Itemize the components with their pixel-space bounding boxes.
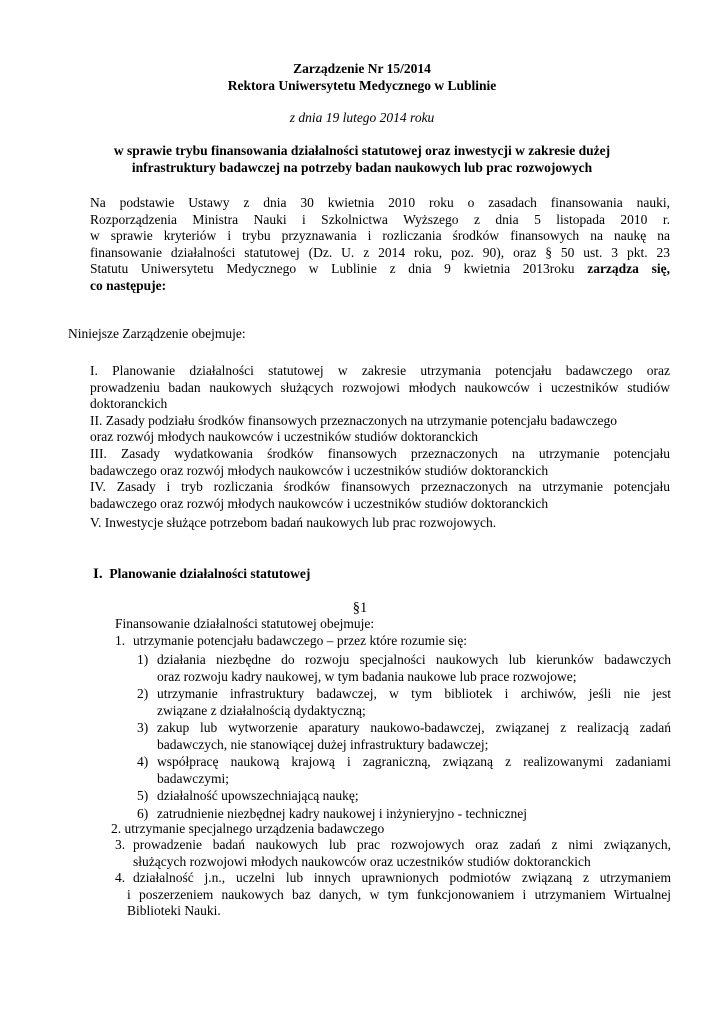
list-line: prowadzenie badań naukowych lub prac rozwojowych oraz zadań z nimi związanych, — [133, 837, 671, 852]
list-line: służących rozwojowi młodych naukowców oraz uczestników studiów doktoranckich — [133, 853, 591, 869]
list-number: 4. — [115, 870, 126, 885]
preamble-line: finansowanie działalności statutowej (Dz. U. z 2014 roku, poz. 90), oraz § 50 ust. 3 pkt. 23 — [90, 244, 670, 260]
list-line: działalność j.n., uczelni lub innych uprawnionych podmiotów związaną z utrzymaniem — [133, 870, 671, 885]
preamble-line-text: Statutu Uniwersytetu Medycznego w Lublinie z dnia 9 kwietnia 2013roku — [90, 261, 588, 277]
decree-issuer: Rektora Uniwersytetu Medycznego w Lublinie — [227, 77, 497, 93]
scope-item-line: III. Zasady wydatkowania środków finansowych przeznaczonych na utrzymanie potencjału — [90, 445, 670, 461]
scope-item-line: prowadzeniu badan naukowych służących rozwojowi młodych naukowców i uczestników studiów — [90, 379, 670, 395]
sublist-item — [137, 720, 671, 753]
list-line: i poszerzeniem naukowych baz danych, w tym funkcjonowaniem i utrzymaniem Wirtualnej — [127, 886, 671, 902]
list-line: Biblioteki Nauki. — [127, 903, 221, 919]
preamble-line — [90, 261, 670, 278]
sublist-line: współpracę naukową krajową i zagraniczną, związaną z realizowanymi zadaniami — [157, 754, 671, 769]
sublist-line: badawczymi; — [157, 770, 229, 786]
sublist-item — [137, 686, 671, 719]
sublist-number: 1) — [137, 652, 149, 667]
sublist-line: zatrudnienie niezbędnej kadry naukowej i inżynieryjno - technicznej — [157, 806, 527, 821]
decree-date: z dnia 19 lutego 2014 roku — [289, 110, 435, 125]
sublist-line: działania niezbędne do rozwoju specjalności naukowych lub kierunków badawczych — [157, 652, 671, 667]
sublist-line: związane z działalnością dydaktyczną; — [157, 702, 366, 718]
scope-item-line: IV. Zasady i tryb rozliczania środków finansowych przeznaczonych na utrzymanie potencjału — [90, 479, 670, 495]
scope-item-line: oraz rozwój młodych naukowców i uczestników studiów doktoranckich — [90, 429, 479, 445]
scope-item-line: doktoranckich — [90, 396, 168, 412]
sublist-item — [137, 788, 671, 805]
scope-item-line: I. Planowanie działalności statutowej w zakresie utrzymania potencjału badawczego oraz — [90, 363, 670, 378]
sublist-number: 2) — [137, 686, 149, 701]
subject-line-2: infrastruktury badawczej na potrzeby badan naukowych lub prac rozwojowych — [131, 159, 593, 175]
sublist — [137, 652, 671, 823]
sublist-line: zakup lub wytworzenie aparatury naukowo-badawczej, związanej z realizacją zadań — [157, 720, 671, 735]
decree-formula: zarządza się, — [587, 261, 670, 277]
section-title: Planowanie działalności statutowej — [109, 566, 311, 581]
sublist-line: badawczych, nie stanowiącej dużej infrastruktury badawczej; — [157, 736, 489, 752]
list-item-2: 2. utrzymanie specjalnego urządzenia badawczego — [111, 821, 385, 836]
sublist-number: 3) — [137, 720, 149, 735]
sublist-line: oraz rozwoju kadry naukowej, w tym badania naukowe lub prace rozwojowe; — [157, 668, 577, 684]
paragraph-mark: §1 — [352, 600, 368, 616]
scope-item-line: V. Inwestycje służące potrzebom badań naukowych lub prac rozwojowych. — [90, 515, 497, 531]
list-item-3 — [115, 837, 671, 870]
sublist-number: 4) — [137, 754, 149, 769]
scope-item-line: II. Zasady podziału środków finansowych przeznaczonych na utrzymanie potencjału badawczego — [90, 412, 618, 428]
decree-subject — [0, 143, 724, 176]
list-number: 1. — [115, 633, 126, 648]
sublist-item — [137, 652, 671, 685]
decree-title: Zarządzenie Nr 15/2014 — [293, 61, 431, 76]
scope-item-line: badawczego oraz rozwój młodych naukowców i uczestników studiów doktoranckich — [90, 495, 549, 511]
scope-intro: Niniejsze Zarządzenie obejmuje: — [68, 326, 246, 341]
sublist-line: utrzymanie infrastruktury badawczej, w tym bibliotek i archiwów, jeśli nie jest — [157, 686, 671, 701]
sublist-item — [137, 754, 671, 787]
preamble-line: Rozporządzenia Ministra Nauki i Szkolnictwa Wyższego z dnia 5 listopada 2010 r. — [90, 211, 670, 227]
sublist-number: 6) — [137, 806, 149, 821]
section-heading — [93, 566, 310, 583]
subject-line-1: w sprawie trybu finansowania działalności statutowej oraz inwestycji w zakresie dużej — [113, 143, 611, 158]
list-text: utrzymanie potencjału badawczego – przez które rozumie się: — [133, 633, 467, 648]
scope-item-line: badawczego oraz rozwój młodych naukowców i uczestników studiów doktoranckich — [90, 462, 549, 478]
preamble — [90, 195, 670, 295]
preamble-line: w sprawie kryteriów i trybu przyznawania i rozliczania środków finansowych na naukę na — [90, 228, 670, 244]
sublist-line: działalność upowszechniającą naukę; — [157, 788, 359, 803]
decree-formula-cont: co następuje: — [90, 277, 167, 293]
sublist-number: 5) — [137, 788, 149, 803]
list-item-4 — [115, 870, 671, 920]
scope-list — [90, 363, 670, 532]
list-item-1 — [115, 633, 675, 650]
list-number: 3. — [115, 837, 126, 852]
preamble-line: Na podstawie Ustawy z dnia 30 kwietnia 2010 roku o zasadach finansowania nauki, — [90, 195, 670, 210]
section-numeral: I. — [93, 566, 103, 582]
section-intro: Finansowanie działalności statutowej obejmuje: — [115, 616, 375, 631]
document-header — [0, 61, 724, 94]
